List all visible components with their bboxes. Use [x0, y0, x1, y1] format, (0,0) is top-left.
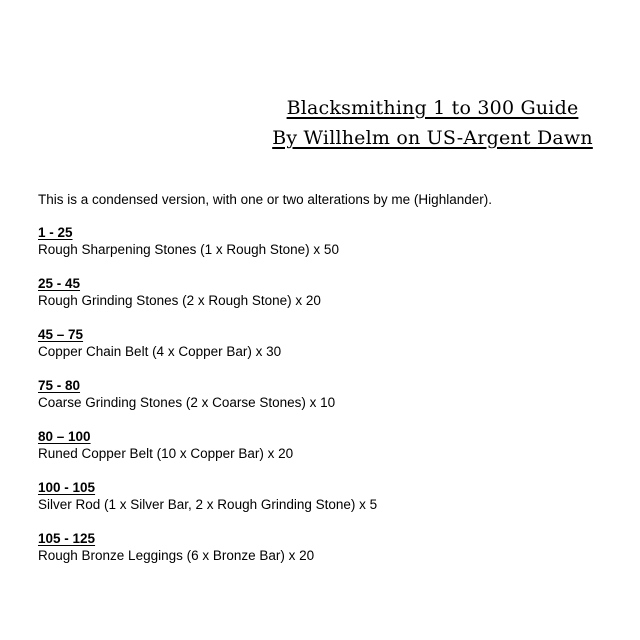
- level-range: 105 - 125: [38, 531, 96, 546]
- intro-text: This is a condensed version, with one or two alterations by me (Highlander).: [38, 192, 492, 207]
- level-recipe: Coarse Grinding Stones (2 x Coarse Stones) x 10: [38, 395, 336, 410]
- document-title: [250, 93, 615, 153]
- level-list: [38, 225, 618, 582]
- level-recipe: Silver Rod (1 x Silver Bar, 2 x Rough Grinding Stone) x 5: [38, 497, 378, 512]
- level-recipe: Runed Copper Belt (10 x Copper Bar) x 20: [38, 446, 294, 461]
- level-recipe: Copper Chain Belt (4 x Copper Bar) x 30: [38, 344, 282, 359]
- level-range: 100 - 105: [38, 480, 96, 495]
- level-entry: [38, 378, 618, 429]
- level-recipe: Rough Grinding Stones (2 x Rough Stone) x 20: [38, 293, 321, 308]
- level-range: 45 – 75: [38, 327, 84, 342]
- title-line-2: By Willhelm on US-Argent Dawn: [272, 127, 593, 149]
- level-entry: [38, 531, 618, 582]
- level-range: 80 – 100: [38, 429, 91, 444]
- level-entry: [38, 225, 618, 276]
- title-line-1: Blacksmithing 1 to 300 Guide: [286, 97, 579, 119]
- level-range: 25 - 45: [38, 276, 81, 291]
- level-entry: [38, 429, 618, 480]
- level-range: 75 - 80: [38, 378, 81, 393]
- level-entry: [38, 480, 618, 531]
- level-entry: [38, 327, 618, 378]
- level-recipe: Rough Sharpening Stones (1 x Rough Stone) x 50: [38, 242, 339, 257]
- level-range: 1 - 25: [38, 225, 73, 240]
- level-recipe: Rough Bronze Leggings (6 x Bronze Bar) x 20: [38, 548, 315, 563]
- level-entry: [38, 276, 618, 327]
